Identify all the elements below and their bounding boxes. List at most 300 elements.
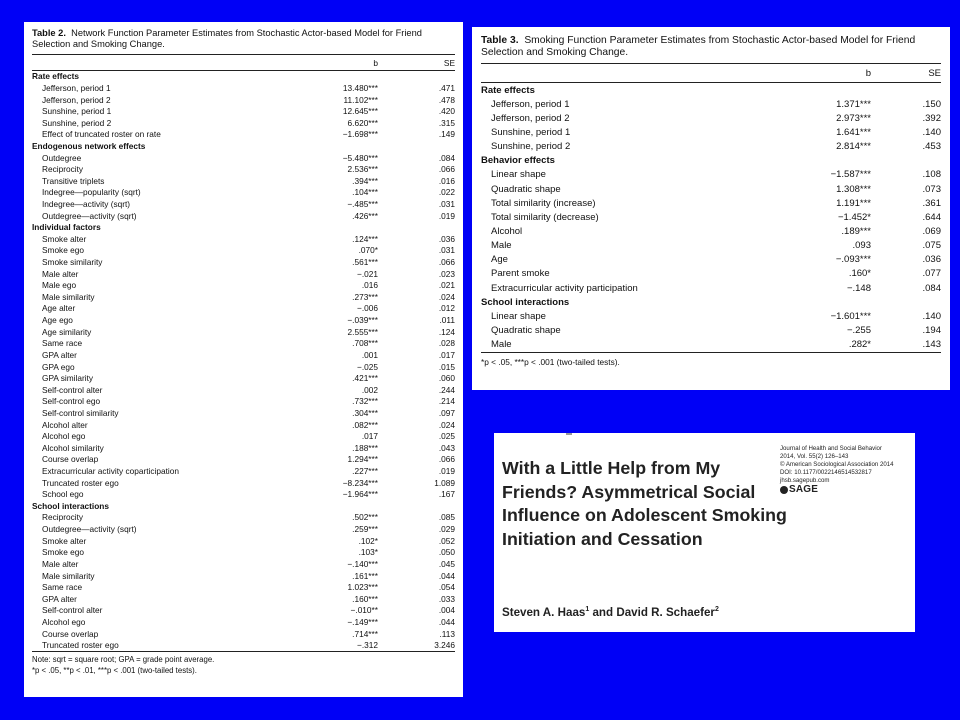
estimate-b: −1.601***: [830, 310, 871, 322]
table-row: [481, 140, 941, 154]
table-row: [481, 323, 941, 337]
table2-panel: [24, 22, 463, 697]
table-row: [32, 361, 455, 373]
standard-error: .471: [438, 82, 455, 93]
standard-error: .033: [438, 593, 455, 604]
table2-caption-text: Network Function Parameter Estimates from Stochastic Actor-based Model for Friend Selection and Smoking Change.: [32, 28, 422, 49]
table3-header-row: [481, 64, 941, 83]
estimate-b: 12.645***: [342, 106, 378, 117]
estimate-b: −.485***: [347, 199, 378, 209]
standard-error: .029: [438, 524, 455, 535]
parameter-name: Self-control alter: [42, 605, 103, 616]
table-row: [32, 582, 455, 594]
standard-error: .015: [438, 361, 455, 372]
table-row: [32, 187, 455, 199]
estimate-b: −.025: [357, 361, 378, 372]
table-section-header: [32, 141, 455, 153]
section-label: Endogenous network effects: [32, 140, 146, 151]
table-row: [481, 253, 941, 267]
section-label: School interactions: [32, 500, 109, 511]
parameter-name: Smoke similarity: [42, 257, 103, 268]
parameter-name: Alcohol similarity: [42, 442, 104, 453]
parameter-name: Quadratic shape: [491, 183, 561, 195]
estimate-b: −1.964***: [342, 489, 378, 500]
estimate-b: 1.371***: [836, 98, 871, 110]
table-row: [32, 175, 455, 187]
standard-error: .012: [438, 303, 455, 314]
table-row: [32, 477, 455, 489]
parameter-name: Same race: [42, 582, 83, 593]
estimate-b: .161***: [352, 570, 378, 581]
estimate-b: .001: [361, 349, 378, 360]
table-row: [32, 315, 455, 327]
standard-error: .011: [439, 315, 455, 326]
author-join: and: [592, 606, 614, 619]
table-row: [481, 281, 941, 295]
table-row: [481, 309, 941, 323]
parameter-name: Jefferson, period 1: [491, 98, 570, 110]
section-label: Behavior effects: [481, 155, 555, 167]
standard-error: .149: [438, 129, 455, 140]
estimate-b: .017: [361, 431, 378, 442]
estimate-b: .002: [361, 384, 378, 395]
article-title: With a Little Help from My Friends? Asymmetrical Social Influence on Adolescent Smoking Initiation and Cessation: [502, 458, 787, 549]
table2-note-abbrev: Note: sqrt = square root; GPA = grade point average.: [32, 655, 215, 665]
table-row: [32, 628, 455, 640]
standard-error: .031: [438, 199, 455, 209]
standard-error: .066: [438, 454, 455, 465]
parameter-name: Male similarity: [42, 570, 95, 581]
standard-error: .036: [438, 233, 455, 244]
estimate-b: −.312: [302, 640, 378, 652]
parameter-name: GPA ego: [42, 361, 75, 372]
table-row: [481, 196, 941, 210]
table-row: [32, 535, 455, 547]
parameter-name: Alcohol alter: [42, 419, 88, 430]
sage-logo-icon: [780, 486, 788, 494]
standard-error: .024: [438, 419, 455, 430]
publisher-logo: [780, 486, 912, 494]
estimate-b: .103*: [358, 547, 378, 558]
publisher-name: SAGE: [789, 484, 819, 495]
table-row: [32, 547, 455, 559]
standard-error: .140: [922, 310, 941, 322]
parameter-name: Smoke ego: [42, 245, 84, 256]
table-section-header: [32, 71, 455, 83]
parameter-name: Sunshine, period 2: [42, 117, 112, 128]
parameter-name: Outdegree: [42, 152, 82, 163]
estimate-b: 13.480***: [342, 82, 378, 93]
parameter-name: Jefferson, period 1: [42, 82, 111, 93]
table-row: [32, 117, 455, 129]
table2-caption: [32, 28, 455, 50]
standard-error: .019: [438, 210, 455, 221]
standard-error: .315: [438, 117, 455, 128]
crop-mark: [566, 433, 572, 435]
parameter-name: Reciprocity: [42, 164, 84, 175]
standard-error: .097: [438, 407, 455, 418]
parameter-name: Truncated roster ego: [32, 640, 302, 652]
parameter-name: Effect of truncated roster on rate: [42, 129, 161, 140]
section-label: Individual factors: [32, 222, 101, 233]
parameter-name: Jefferson, period 2: [42, 94, 111, 105]
parameter-name: Male alter: [42, 268, 79, 279]
estimate-b: .188***: [352, 442, 378, 453]
parameter-name: Smoke alter: [42, 233, 87, 244]
estimate-b: .160*: [848, 268, 871, 280]
parameter-name: Male: [481, 338, 801, 353]
table3-notes: [481, 357, 941, 368]
table-section-header: [32, 222, 455, 234]
table-row: [32, 559, 455, 571]
estimate-b: 1.294***: [347, 454, 378, 465]
estimate-b: .189***: [841, 225, 871, 237]
estimate-b: −1.452*: [837, 211, 871, 223]
table-row: [32, 396, 455, 408]
estimate-b: −5.480***: [342, 152, 378, 163]
table-row: [32, 384, 455, 396]
estimate-b: −.149***: [347, 616, 378, 627]
table-row: [32, 350, 455, 362]
parameter-name: Self-control ego: [42, 396, 101, 407]
estimate-b: .259***: [352, 524, 378, 535]
estimate-b: .093: [852, 240, 871, 252]
estimate-b: 1.641***: [836, 126, 871, 138]
parameter-name: Total similarity (decrease): [491, 211, 599, 223]
estimate-b: .426***: [352, 210, 378, 221]
standard-error: .143: [871, 338, 941, 353]
estimate-b: .160***: [352, 593, 378, 604]
standard-error: .644: [922, 211, 941, 223]
estimate-b: .394***: [352, 175, 378, 186]
table-row: [32, 617, 455, 629]
standard-error: .077: [922, 268, 941, 280]
standard-error: .085: [438, 512, 455, 523]
parameter-name: Extracurricular activity coparticipation: [42, 466, 179, 477]
estimate-b: −1.587***: [830, 169, 871, 181]
parameter-name: School ego: [42, 489, 84, 500]
parameter-name: Outdegree—activity (sqrt): [42, 524, 137, 535]
standard-error: .140: [922, 126, 941, 138]
table-row: [32, 292, 455, 304]
parameter-name: Reciprocity: [42, 512, 84, 523]
standard-error: .022: [438, 187, 455, 198]
table2-header-row: [32, 55, 455, 71]
estimate-b: .502***: [352, 512, 378, 523]
standard-error: .420: [438, 106, 455, 117]
table-row: [481, 168, 941, 182]
table3-body: [481, 83, 941, 353]
table2-header-se: SE: [378, 55, 455, 71]
table-row: [32, 257, 455, 269]
standard-error: .036: [922, 254, 941, 266]
table-row: [32, 303, 455, 315]
table-section-header: [481, 154, 941, 168]
standard-error: .060: [438, 373, 455, 384]
table-row: [32, 280, 455, 292]
standard-error: .024: [438, 291, 455, 302]
estimate-b: .227***: [352, 466, 378, 477]
parameter-name: Extracurricular activity participation: [491, 282, 638, 294]
table-row: [32, 419, 455, 431]
parameter-name: Age ego: [42, 315, 73, 326]
table2-body: [32, 71, 455, 652]
parameter-name: Sunshine, period 1: [491, 126, 571, 138]
standard-error: 3.246: [378, 640, 455, 652]
parameter-name: Male: [491, 240, 512, 252]
section-label: School interactions: [481, 296, 570, 308]
estimate-b: .708***: [352, 338, 378, 349]
standard-error: .478: [438, 94, 455, 105]
estimate-b: 2.814***: [836, 141, 871, 153]
parameter-name: Parent smoke: [491, 268, 550, 280]
parameter-name: Indegree—activity (sqrt): [42, 199, 131, 209]
parameter-name: Smoke alter: [42, 535, 87, 546]
parameter-name: Alcohol: [491, 225, 523, 237]
table3-panel: [472, 27, 950, 390]
standard-error: .028: [438, 338, 455, 349]
journal-name: Journal of Health and Social Behavior: [780, 445, 882, 452]
table-row: [32, 199, 455, 211]
estimate-b: −1.698***: [342, 129, 378, 140]
parameter-name: Male ego: [42, 280, 77, 291]
author-2: David R. Schaefer: [616, 606, 715, 619]
parameter-name: Course overlap: [42, 454, 99, 465]
table-row: [32, 524, 455, 536]
article-header-panel: [494, 433, 915, 632]
author-1-affiliation: 1: [585, 606, 590, 614]
standard-error: .004: [438, 605, 455, 616]
parameter-name: Smoke ego: [42, 547, 84, 558]
standard-error: .214: [438, 396, 455, 407]
estimate-b: −.039***: [347, 315, 378, 326]
standard-error: .073: [922, 183, 941, 195]
parameter-name: Truncated roster ego: [42, 477, 119, 488]
estimate-b: .102*: [358, 535, 378, 546]
parameter-name: Outdegree—activity (sqrt): [42, 210, 137, 221]
table3-header-parameter: [481, 64, 801, 83]
standard-error: .361: [922, 197, 941, 209]
table-row: [32, 593, 455, 605]
parameter-name: Alcohol ego: [42, 431, 86, 442]
table-row: [32, 605, 455, 617]
table-row: [481, 125, 941, 139]
standard-error: .194: [922, 324, 941, 336]
estimate-b: −.140***: [347, 558, 378, 569]
parameter-name: GPA alter: [42, 349, 77, 360]
table-row: [481, 224, 941, 238]
parameter-name: Indegree—popularity (sqrt): [42, 187, 141, 198]
standard-error: .167: [438, 489, 455, 500]
estimate-b: 2.536***: [347, 164, 378, 175]
table-row: [481, 111, 941, 125]
estimate-b: .082***: [352, 419, 378, 430]
parameter-name: Self-control alter: [42, 384, 103, 395]
journal-meta: [780, 445, 912, 494]
table3: [481, 63, 941, 353]
estimate-b: 11.102***: [343, 94, 378, 105]
estimate-b: .070*: [358, 245, 378, 256]
table-row: [32, 245, 455, 257]
estimate-b: .304***: [352, 407, 378, 418]
parameter-name: Course overlap: [42, 628, 99, 639]
standard-error: .050: [438, 547, 455, 558]
standard-error: .392: [922, 112, 941, 124]
parameter-name: Total similarity (increase): [491, 197, 596, 209]
table3-caption-text: Smoking Function Parameter Estimates from Stochastic Actor-based Model for Friend Selection and Smoking Change.: [481, 35, 916, 58]
table-row: [32, 570, 455, 582]
estimate-b: −.010**: [350, 605, 378, 616]
standard-error: .031: [438, 245, 455, 256]
estimate-b: −.021: [357, 268, 378, 279]
table-row: [481, 182, 941, 196]
journal-doi: DOI: 10.1177/0022146514532817: [780, 469, 872, 476]
estimate-b: −.093***: [835, 254, 871, 266]
table-row: [481, 97, 941, 111]
parameter-name: GPA alter: [42, 593, 77, 604]
standard-error: .016: [438, 175, 455, 186]
standard-error: .021: [438, 280, 455, 291]
standard-error: .069: [922, 225, 941, 237]
table-row: [32, 106, 455, 118]
parameter-name: Self-control similarity: [42, 407, 119, 418]
standard-error: .023: [438, 268, 455, 279]
parameter-name: Jefferson, period 2: [491, 112, 570, 124]
table2-header-b: b: [302, 55, 378, 71]
standard-error: .124: [438, 326, 455, 337]
estimate-b: .273***: [352, 291, 378, 302]
table-row: [32, 210, 455, 222]
parameter-name: Linear shape: [491, 310, 546, 322]
table-row: [481, 338, 941, 353]
author-1: Steven A. Haas: [502, 606, 586, 619]
table-section-header: [481, 295, 941, 309]
estimate-b: .124***: [352, 233, 378, 244]
standard-error: .108: [922, 169, 941, 181]
standard-error: .066: [438, 257, 455, 268]
table-section-header: [32, 501, 455, 513]
table3-caption-label: Table 3.: [481, 35, 519, 46]
table-row: [32, 338, 455, 350]
table-row: [32, 152, 455, 164]
parameter-name: Male alter: [42, 558, 79, 569]
table3-header-se: SE: [871, 64, 941, 83]
journal-volume: 2014, Vol. 55(2) 126–143: [780, 453, 849, 460]
standard-error: .025: [438, 431, 455, 442]
estimate-b: 1.023***: [347, 582, 378, 593]
table-row: [32, 373, 455, 385]
journal-url: jhsb.sagepub.com: [780, 477, 830, 484]
article-authors: [502, 606, 719, 619]
standard-error: .244: [438, 384, 455, 395]
table-row: [481, 267, 941, 281]
estimate-b: −.006: [357, 303, 378, 314]
parameter-name: Alcohol ego: [42, 616, 86, 627]
estimate-b: −.148: [846, 282, 871, 294]
estimate-b: 6.620***: [347, 117, 378, 128]
author-2-affiliation: 2: [714, 606, 719, 614]
table2-caption-label: Table 2.: [32, 28, 66, 38]
estimate-b: .732***: [352, 396, 378, 407]
standard-error: .453: [922, 141, 941, 153]
parameter-name: Transitive triplets: [42, 175, 105, 186]
parameter-name: Quadratic shape: [491, 324, 561, 336]
table-row: [32, 94, 455, 106]
estimate-b: 1.191***: [836, 197, 871, 209]
estimate-b: 1.308***: [836, 183, 871, 195]
table2-note-significance: *p < .05, **p < .01, ***p < .001 (two-tailed tests).: [32, 665, 197, 675]
estimate-b: .282*: [801, 338, 871, 353]
table3-header-b: b: [801, 64, 871, 83]
standard-error: .150: [922, 98, 941, 110]
estimate-b: −.255: [846, 324, 871, 336]
table2-header-parameter: [32, 55, 302, 71]
parameter-name: Age: [491, 254, 508, 266]
table-row: [32, 408, 455, 420]
estimate-b: .714***: [352, 628, 378, 639]
standard-error: .019: [438, 466, 455, 477]
table-row: [32, 640, 455, 652]
estimate-b: .016: [361, 280, 378, 291]
estimate-b: .561***: [352, 257, 378, 268]
standard-error: .054: [438, 582, 455, 593]
estimate-b: .421***: [352, 373, 378, 384]
table-row: [32, 129, 455, 141]
table3-note-significance: *p < .05, ***p < .001 (two-tailed tests).: [481, 356, 620, 367]
table-row: [32, 489, 455, 501]
estimate-b: .104***: [352, 187, 378, 198]
standard-error: .017: [438, 349, 455, 360]
table-row: [32, 164, 455, 176]
parameter-name: Male similarity: [42, 291, 95, 302]
standard-error: .045: [438, 558, 455, 569]
table-row: [481, 239, 941, 253]
table-row: [32, 466, 455, 478]
table-row: [32, 268, 455, 280]
table-row: [32, 431, 455, 443]
standard-error: .075: [922, 240, 941, 252]
standard-error: .113: [439, 628, 455, 639]
estimate-b: −8.234***: [342, 477, 378, 488]
standard-error: .043: [438, 442, 455, 453]
parameter-name: Sunshine, period 2: [491, 141, 571, 153]
parameter-name: GPA similarity: [42, 373, 94, 384]
table-row: [32, 443, 455, 455]
table2-notes: [32, 655, 455, 676]
estimate-b: 2.555***: [347, 326, 378, 337]
parameter-name: Age alter: [42, 303, 76, 314]
journal-copyright: © American Sociological Association 2014: [780, 461, 894, 468]
section-label: Rate effects: [32, 71, 80, 82]
table-section-header: [481, 83, 941, 98]
parameter-name: Sunshine, period 1: [42, 106, 112, 117]
standard-error: .044: [438, 570, 455, 581]
parameter-name: Same race: [42, 338, 83, 349]
parameter-name: Age similarity: [42, 326, 92, 337]
standard-error: .084: [438, 152, 455, 163]
table-row: [481, 210, 941, 224]
standard-error: .066: [438, 164, 455, 175]
parameter-name: Linear shape: [491, 169, 546, 181]
table3-caption: [481, 35, 941, 59]
table2: [32, 54, 455, 652]
table-row: [32, 326, 455, 338]
estimate-b: 2.973***: [836, 112, 871, 124]
table-row: [32, 83, 455, 95]
section-label: Rate effects: [481, 84, 535, 96]
table-row: [32, 454, 455, 466]
standard-error: 1.089: [434, 477, 455, 488]
